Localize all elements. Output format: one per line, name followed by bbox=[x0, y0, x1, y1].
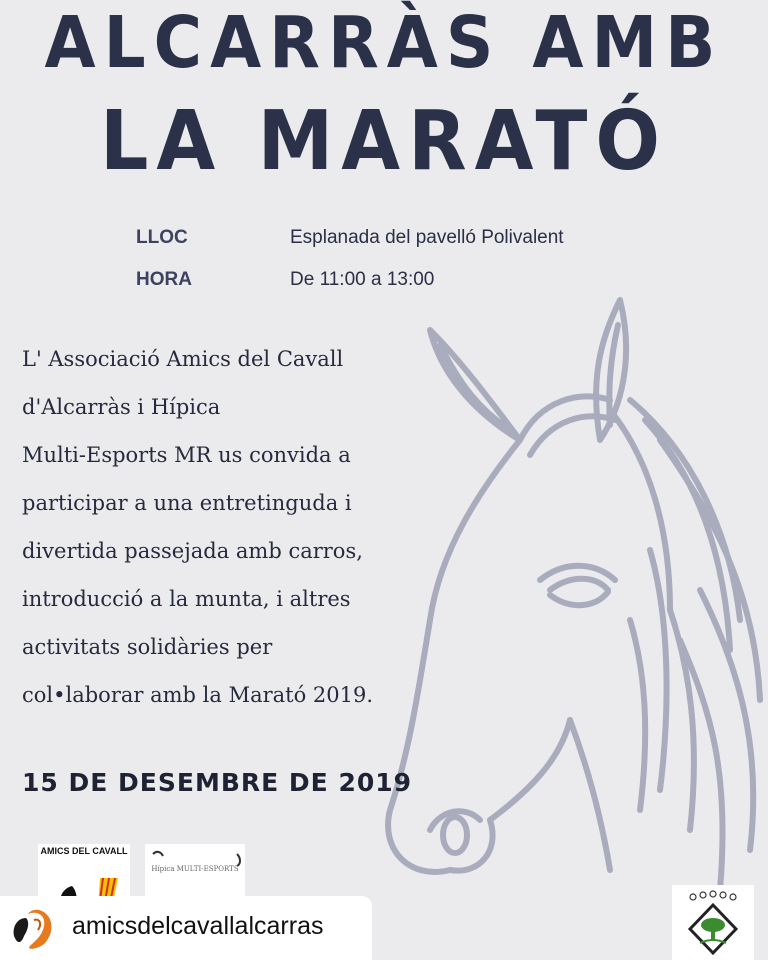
body-line: L' Associació Amics del Cavall bbox=[22, 347, 344, 371]
cavall-logo-text: AMICS DEL CAVALL bbox=[40, 846, 128, 856]
instagram-handle-text[interactable]: amicsdelcavallalcarras bbox=[72, 912, 324, 940]
hipica-logo-text: Hípica MULTI-ESPORTS bbox=[151, 865, 239, 873]
municipal-crest-icon bbox=[672, 885, 754, 960]
title-line-1: ALCARRÀS AMB bbox=[44, 0, 724, 85]
info-label-lloc: LLOC bbox=[136, 227, 188, 248]
instagram-handle-bar[interactable] bbox=[0, 896, 372, 960]
body-line: activitats solidàries per bbox=[22, 635, 273, 659]
body-line: participar a una entretinguda i bbox=[22, 491, 352, 515]
body-line: Multi-Esports MR us convida a bbox=[22, 443, 351, 467]
body-line: d'Alcarràs i Hípica bbox=[22, 395, 221, 419]
body-line: divertida passejada amb carros, bbox=[22, 539, 363, 563]
invitation-paragraph bbox=[22, 335, 422, 719]
event-date: 15 DE DESEMBRE DE 2019 bbox=[22, 768, 413, 797]
instagram-avatar-icon[interactable] bbox=[8, 906, 56, 950]
body-line: col•laborar amb la Marató 2019. bbox=[22, 683, 374, 707]
title-line-2: LA MARATÓ bbox=[99, 92, 669, 189]
body-line: introducció a la munta, i altres bbox=[22, 587, 351, 611]
horse-head-illustration bbox=[370, 290, 768, 910]
ajuntament-logo bbox=[672, 885, 754, 960]
info-value-hora: De 11:00 a 13:00 bbox=[290, 269, 435, 290]
info-value-lloc: Esplanada del pavelló Polivalent bbox=[290, 227, 564, 248]
info-label-hora: HORA bbox=[136, 269, 192, 290]
